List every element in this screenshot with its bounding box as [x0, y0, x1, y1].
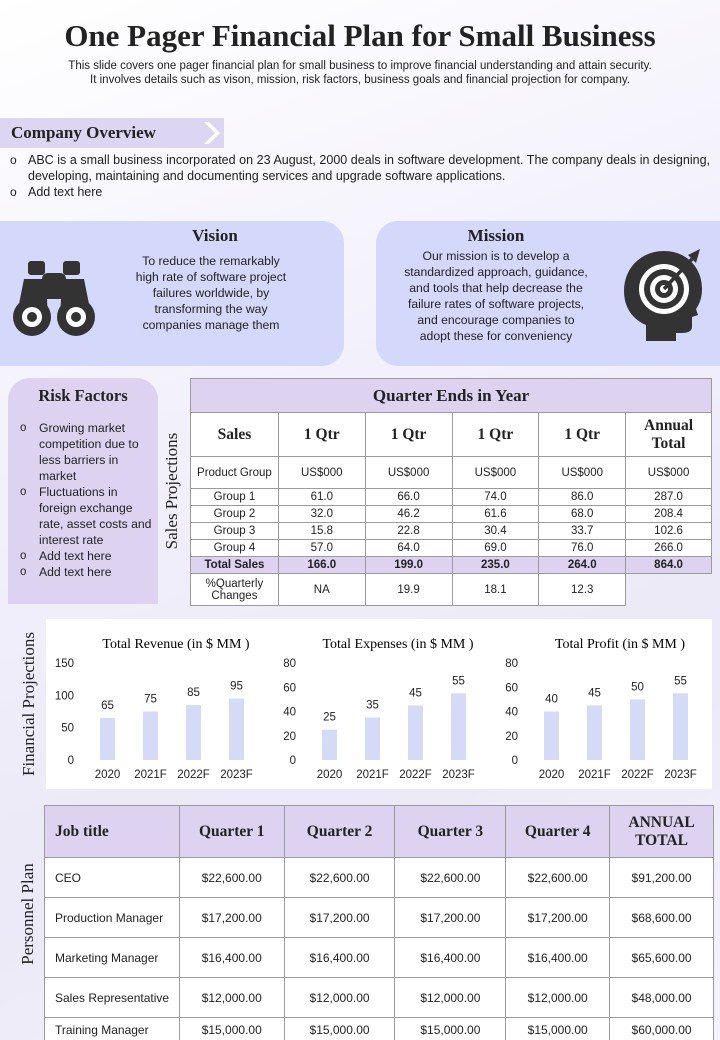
- financial-charts-panel: [46, 619, 712, 789]
- column-header: 1 Qtr: [452, 413, 539, 457]
- y-tick-label: 0: [289, 755, 296, 767]
- table-cell: 61.6: [452, 506, 539, 523]
- table-cell: 57.0: [278, 540, 365, 557]
- table-cell: 19.9: [365, 574, 452, 606]
- table-row: [45, 1018, 714, 1040]
- table-cell: $22,600.00: [395, 858, 506, 898]
- bar: [186, 705, 201, 760]
- vision-heading: Vision: [192, 226, 238, 245]
- column-header: Quarter 4: [506, 806, 610, 858]
- table-cell: $12,000.00: [179, 978, 284, 1018]
- mission-heading: Mission: [467, 226, 525, 245]
- table-cell: $68,600.00: [610, 898, 714, 938]
- expenses-chart: [268, 619, 490, 789]
- table-cell: 102.6: [626, 523, 712, 540]
- table-cell: Product Group: [191, 457, 279, 489]
- table-cell: 287.0: [626, 489, 712, 506]
- profit-chart: [490, 619, 712, 789]
- vision-text: To reduce the remarkably high rate of software project failures worldwide, by transforming the way companies manage them: [135, 254, 287, 332]
- table-cell: 64.0: [365, 540, 452, 557]
- table-cell: 15.8: [278, 523, 365, 540]
- sales-projections-label: Sales Projections: [162, 432, 181, 550]
- table-cell: 166.0: [278, 557, 365, 574]
- column-header: Quarter 3: [395, 806, 506, 858]
- company-overview-heading: Company Overview: [11, 123, 156, 142]
- column-header: ANNUAL TOTAL: [610, 806, 714, 858]
- y-tick-label: 40: [505, 706, 518, 719]
- company-overview-banner: [0, 118, 224, 148]
- bar: [587, 705, 602, 760]
- x-tick-label: 2023F: [664, 769, 697, 781]
- table-cell: 69.0: [452, 540, 539, 557]
- revenue-chart: [46, 619, 268, 789]
- table-cell: 46.2: [365, 506, 452, 523]
- table-cell: 266.0: [626, 540, 712, 557]
- sales-projections-table: [190, 378, 712, 606]
- table-row: [191, 523, 712, 540]
- table-cell: NA: [278, 574, 365, 606]
- y-tick-label: 20: [283, 730, 296, 743]
- bar: [322, 730, 337, 760]
- list-item: o Growing market competition due to less barriers in market: [20, 420, 152, 484]
- table-cell: $17,200.00: [284, 898, 395, 938]
- table-cell: $22,600.00: [179, 858, 284, 898]
- vision-box: [0, 221, 344, 366]
- total-row: [191, 557, 712, 574]
- table-cell: Marketing Manager: [45, 938, 180, 978]
- table-cell: Production Manager: [45, 898, 180, 938]
- table-row: [191, 457, 712, 489]
- bar: [143, 712, 158, 761]
- company-overview-list: [10, 152, 710, 200]
- column-header: Annual Total: [626, 413, 712, 457]
- data-label: 55: [452, 675, 465, 688]
- x-tick-label: 2020: [94, 769, 121, 781]
- table-cell: $16,400.00: [284, 938, 395, 978]
- table-cell: Group 2: [191, 506, 279, 523]
- quarterly-change-row: [191, 574, 712, 606]
- data-label: 75: [144, 693, 157, 706]
- table-cell: $15,000.00: [395, 1018, 506, 1040]
- financial-projections-label: Financial Projections: [19, 632, 38, 777]
- sales-table-caption: Quarter Ends in Year: [191, 379, 712, 413]
- table-cell: Group 3: [191, 523, 279, 540]
- column-header: Quarter 1: [179, 806, 284, 858]
- list-item: o ABC is a small business incorporated on 23 August, 2000 deals in software development. The company deals in designing, developing, maintaining and documenting services and upgrade software applications.: [10, 152, 710, 184]
- table-cell: 12.3: [539, 574, 626, 606]
- column-header: Sales: [191, 413, 279, 457]
- bar: [365, 718, 380, 760]
- table-cell: $16,400.00: [179, 938, 284, 978]
- chart-title: Total Revenue (in $ MM ): [102, 637, 250, 652]
- table-cell: $17,200.00: [506, 898, 610, 938]
- data-label: 55: [674, 675, 687, 688]
- x-tick-label: 2023F: [220, 769, 253, 781]
- table-cell: 199.0: [365, 557, 452, 574]
- table-cell: $15,000.00: [506, 1018, 610, 1040]
- data-label: 45: [588, 687, 601, 700]
- y-tick-label: 40: [283, 706, 296, 719]
- column-header: 1 Qtr: [539, 413, 626, 457]
- table-cell: US$000: [365, 457, 452, 489]
- table-cell: 33.7: [539, 523, 626, 540]
- data-label: 95: [230, 680, 243, 693]
- y-tick-label: 0: [511, 755, 518, 767]
- table-cell: Total Sales: [191, 557, 279, 574]
- subtitle-line-2: It involves details such as vison, mission, risk factors, business goals and financial projection for company.: [90, 74, 630, 86]
- table-cell: $17,200.00: [395, 898, 506, 938]
- y-tick-label: 80: [283, 658, 296, 670]
- personnel-plan-table: [44, 805, 714, 1040]
- table-cell: 264.0: [539, 557, 626, 574]
- table-cell: %Quarterly Changes: [191, 574, 279, 606]
- personnel-plan-label: Personnel Plan: [18, 863, 37, 965]
- chart-title: Total Expenses (in $ MM ): [322, 637, 474, 652]
- table-cell: $12,000.00: [506, 978, 610, 1018]
- bar: [673, 693, 688, 760]
- binoculars-icon: [12, 259, 96, 339]
- y-tick-label: 0: [67, 755, 74, 767]
- table-cell: US$000: [626, 457, 712, 489]
- bar: [451, 693, 466, 760]
- x-tick-label: 2021F: [134, 769, 167, 781]
- data-label: 65: [101, 699, 114, 712]
- x-tick-label: 2022F: [621, 769, 654, 781]
- table-cell: $15,000.00: [284, 1018, 395, 1040]
- x-tick-label: 2022F: [399, 769, 432, 781]
- bar: [408, 705, 423, 760]
- column-header: 1 Qtr: [365, 413, 452, 457]
- mission-text: Our mission is to develop a standardized approach, guidance, and tools that help decrease the failure rates of software projects, and encourage companies to adopt these for conveniency: [404, 249, 588, 343]
- table-cell: $12,000.00: [395, 978, 506, 1018]
- table-cell: $22,600.00: [506, 858, 610, 898]
- bar: [100, 718, 115, 760]
- table-row: [45, 978, 714, 1018]
- table-cell: 864.0: [626, 557, 712, 574]
- table-cell: $16,400.00: [395, 938, 506, 978]
- table-row: [191, 489, 712, 506]
- table-cell: $60,000.00: [610, 1018, 714, 1040]
- table-cell: 74.0: [452, 489, 539, 506]
- table-cell: 22.8: [365, 523, 452, 540]
- x-tick-label: 2021F: [356, 769, 389, 781]
- y-tick-label: 50: [61, 722, 74, 735]
- table-row: [191, 540, 712, 557]
- y-tick-label: 100: [54, 690, 74, 703]
- risk-factors-heading: Risk Factors: [38, 386, 128, 405]
- risk-factors-box: [8, 378, 158, 604]
- table-cell: 66.0: [365, 489, 452, 506]
- y-tick-label: 60: [283, 682, 296, 695]
- subtitle-line-1: This slide covers one pager financial plan for small business to improve financial understanding and attain security.: [68, 60, 652, 72]
- data-label: 35: [366, 699, 379, 712]
- table-cell: $22,600.00: [284, 858, 395, 898]
- x-tick-label: 2023F: [442, 769, 475, 781]
- table-cell: US$000: [452, 457, 539, 489]
- data-label: 45: [409, 687, 422, 700]
- table-cell: 18.1: [452, 574, 539, 606]
- table-cell: 208.4: [626, 506, 712, 523]
- table-cell: $12,000.00: [284, 978, 395, 1018]
- table-cell: 32.0: [278, 506, 365, 523]
- table-cell: 30.4: [452, 523, 539, 540]
- table-row: [45, 938, 714, 978]
- column-header: Job title: [45, 806, 180, 858]
- table-cell: $91,200.00: [610, 858, 714, 898]
- y-tick-label: 60: [505, 682, 518, 695]
- data-label: 40: [545, 693, 558, 706]
- table-cell: $16,400.00: [506, 938, 610, 978]
- chart-title: Total Profit (in $ MM ): [554, 637, 686, 652]
- x-tick-label: 2022F: [177, 769, 210, 781]
- table-row: [45, 898, 714, 938]
- table-row: [45, 858, 714, 898]
- table-cell: Training Manager: [45, 1018, 180, 1040]
- empty-cell: [626, 574, 712, 606]
- table-cell: US$000: [539, 457, 626, 489]
- data-label: 50: [631, 681, 644, 694]
- list-item: o Add text here: [20, 548, 152, 564]
- target-head-icon: [620, 245, 710, 345]
- y-tick-label: 80: [505, 658, 518, 670]
- table-cell: $15,000.00: [179, 1018, 284, 1040]
- table-cell: $48,000.00: [610, 978, 714, 1018]
- y-tick-label: 20: [505, 730, 518, 743]
- table-cell: 76.0: [539, 540, 626, 557]
- x-tick-label: 2020: [316, 769, 343, 781]
- table-row: [191, 506, 712, 523]
- table-cell: 86.0: [539, 489, 626, 506]
- table-cell: US$000: [278, 457, 365, 489]
- x-tick-label: 2020: [538, 769, 565, 781]
- list-item: o Add text here: [20, 564, 152, 580]
- mission-box: [376, 221, 720, 366]
- bar: [544, 712, 559, 761]
- data-label: 25: [323, 711, 336, 724]
- list-item: o Fluctuations in foreign exchange rate, asset costs and interest rate: [20, 484, 152, 548]
- column-header: 1 Qtr: [278, 413, 365, 457]
- table-cell: 68.0: [539, 506, 626, 523]
- table-cell: $17,200.00: [179, 898, 284, 938]
- bar: [630, 699, 645, 760]
- list-item: o Add text here: [10, 184, 710, 200]
- data-label: 85: [187, 687, 200, 700]
- page-title: One Pager Financial Plan for Small Business: [64, 18, 656, 53]
- table-cell: Sales Representative: [45, 978, 180, 1018]
- risk-factors-list: [20, 420, 152, 580]
- table-cell: Group 4: [191, 540, 279, 557]
- table-cell: Group 1: [191, 489, 279, 506]
- y-tick-label: 150: [54, 658, 74, 670]
- table-cell: $65,600.00: [610, 938, 714, 978]
- x-tick-label: 2021F: [578, 769, 611, 781]
- table-cell: 61.0: [278, 489, 365, 506]
- column-header: Quarter 2: [284, 806, 395, 858]
- bar: [229, 699, 244, 760]
- table-cell: 235.0: [452, 557, 539, 574]
- table-cell: CEO: [45, 858, 180, 898]
- chevron-right-icon: [196, 118, 226, 148]
